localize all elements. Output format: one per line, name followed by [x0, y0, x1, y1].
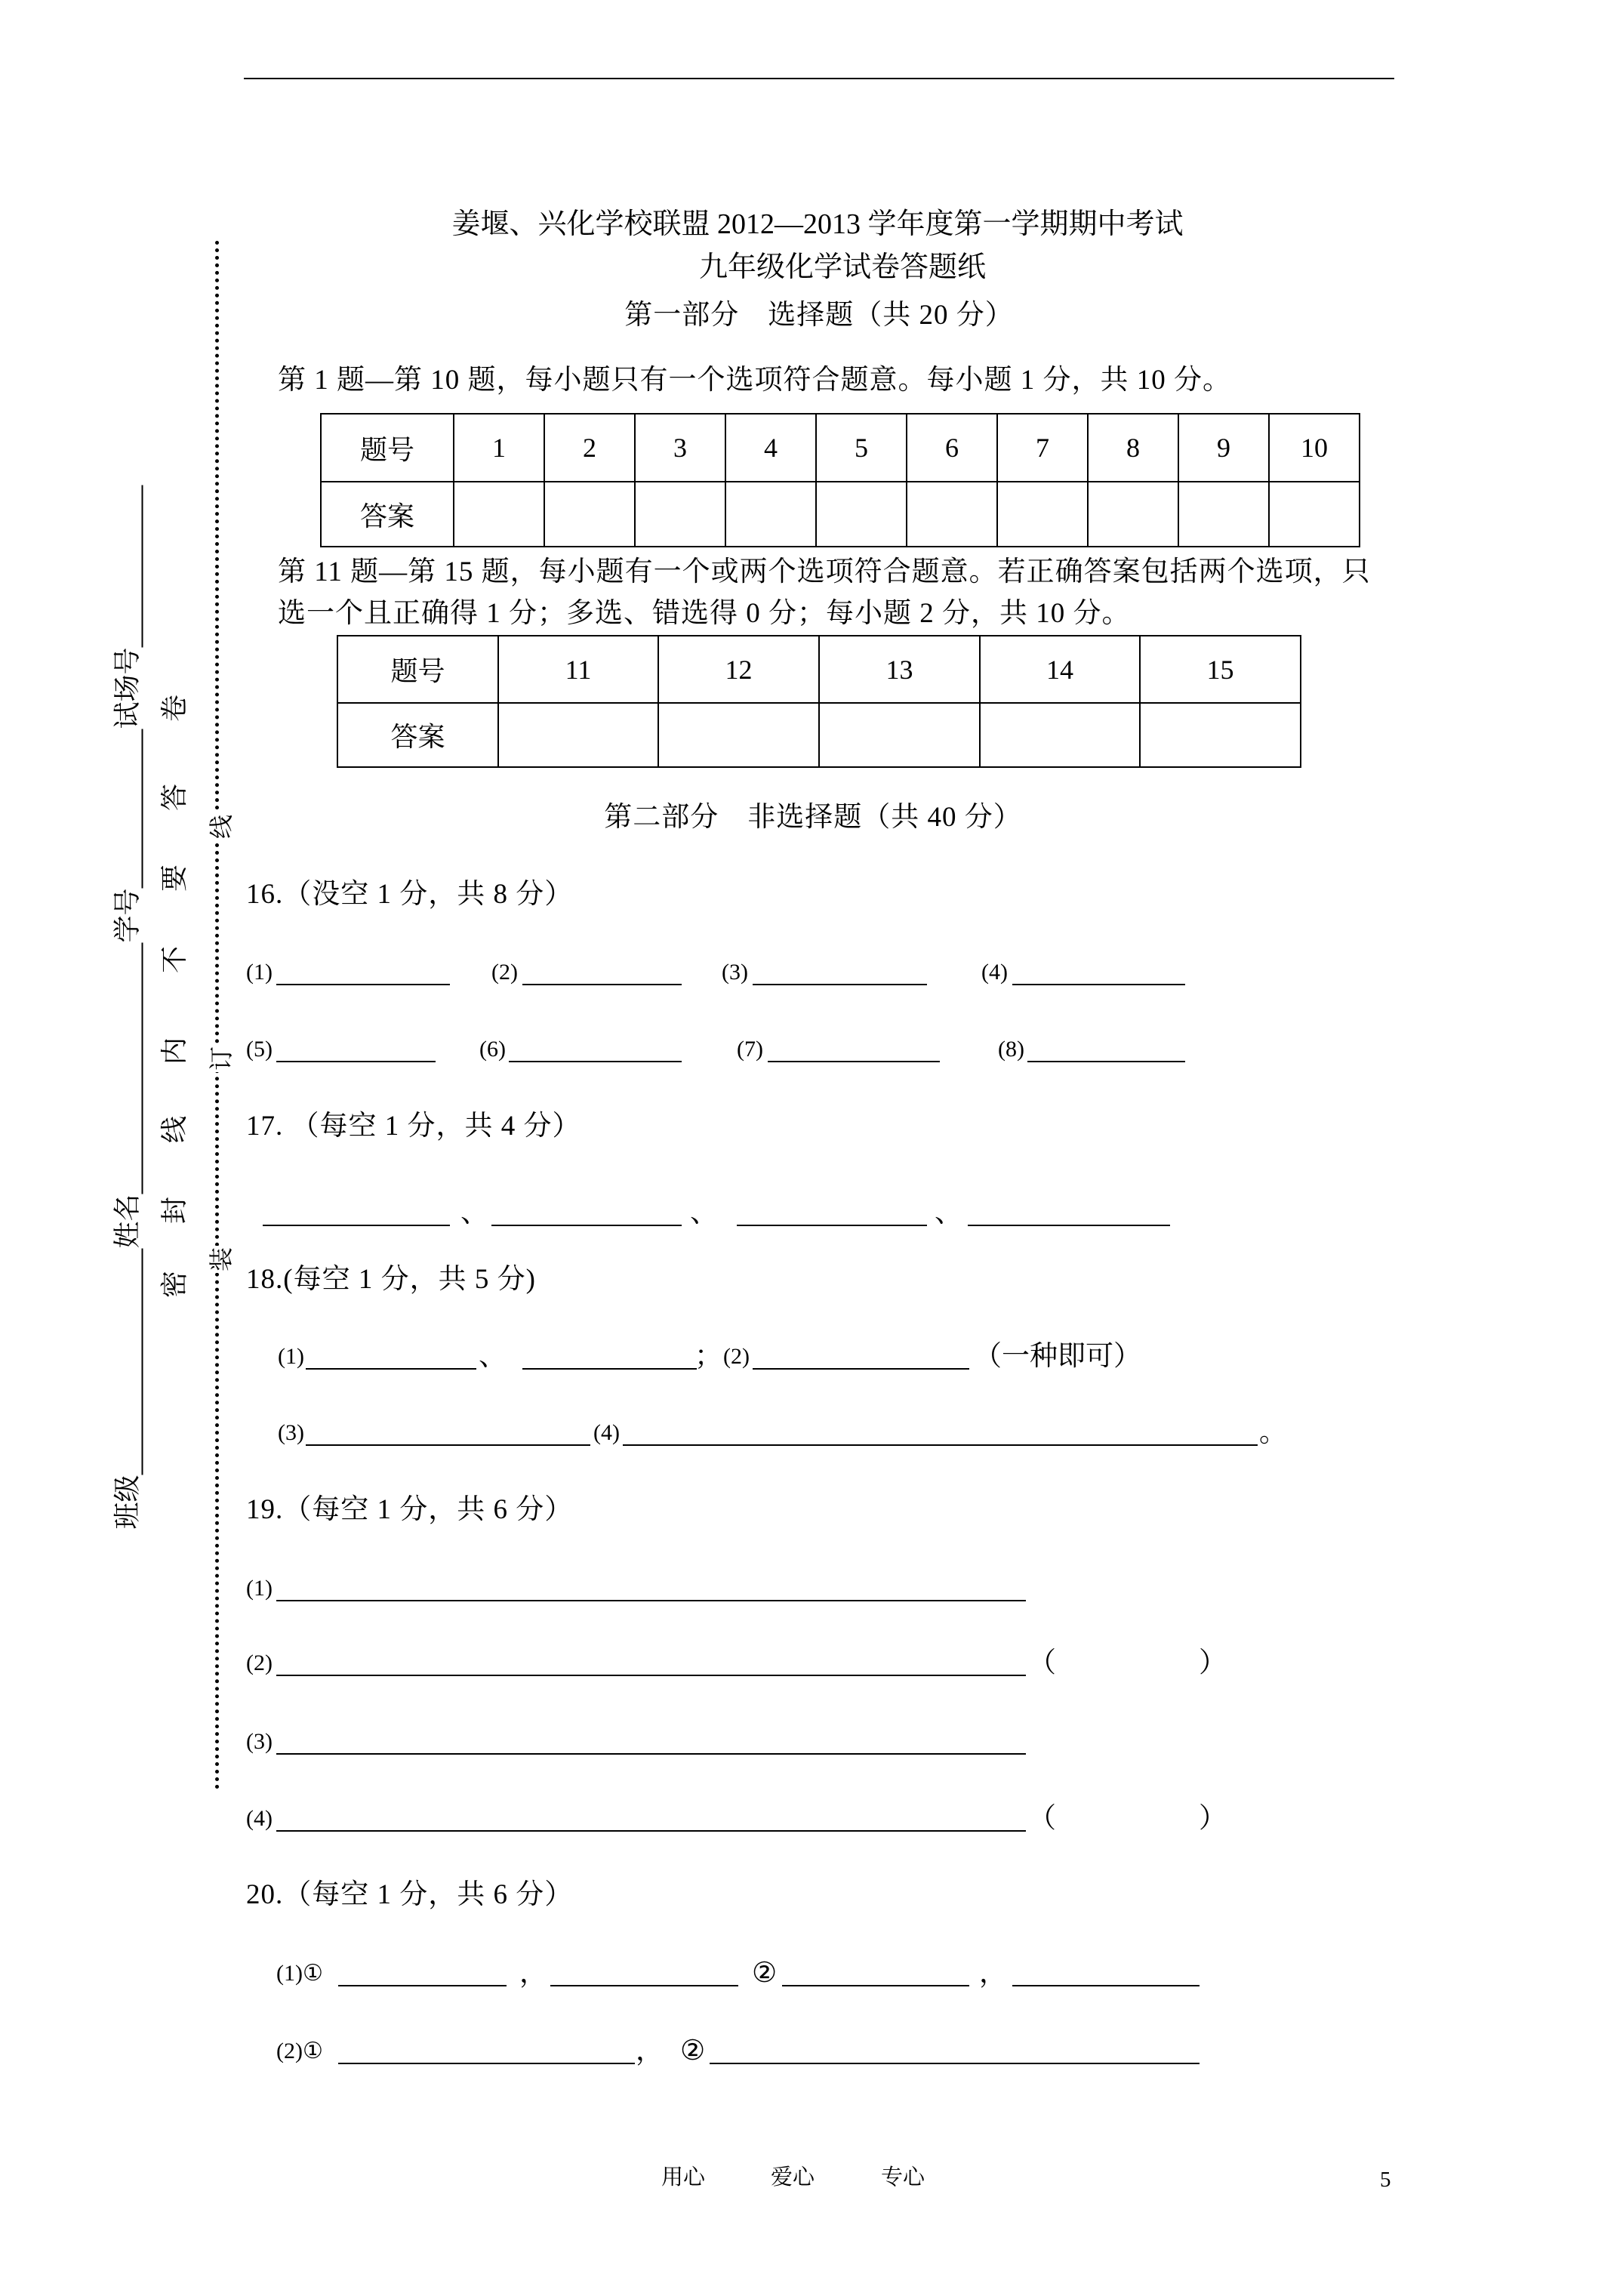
seal-notice-char: 封 — [159, 1197, 189, 1225]
sub-label: ② — [752, 1958, 778, 1989]
q17-title: 17. （每空 1 分，共 4 分） — [246, 1111, 581, 1142]
answer-cell — [907, 482, 997, 547]
q19-row-4 — [0, 1802, 1623, 1835]
q19-row-3 — [0, 1725, 1623, 1758]
seal-notice-char: 要 — [159, 864, 189, 892]
answer-blank-line — [753, 984, 927, 985]
choice-table-11-15 — [337, 635, 1301, 768]
seal-notice-char: 卷 — [159, 695, 189, 723]
blank-label: (1) — [246, 1576, 273, 1601]
footer-motto: 爱心 — [771, 2165, 815, 2190]
binding-line-char: 装 — [208, 1247, 235, 1272]
q18-row-2 — [0, 1416, 1623, 1450]
seal-notice-char: 线 — [159, 1116, 189, 1144]
open-paren: （ — [1028, 1647, 1056, 1678]
page-subtitle: 九年级化学试卷答题纸 — [698, 251, 986, 283]
answer-blank-line — [509, 1061, 682, 1062]
answer-cell — [819, 703, 980, 767]
answer-cell — [1140, 703, 1301, 767]
answer-cell — [997, 482, 1088, 547]
part1-instruction-b-line1: 第 11 题—第 15 题，每小题有一个或两个选项符合题意。若正确答案包括两个选项，只 — [278, 556, 1371, 587]
question-number-cell: 5 — [816, 414, 907, 482]
answer-blank-line — [1012, 984, 1185, 985]
answer-blank-line — [276, 984, 450, 985]
sub-label: ② — [680, 2036, 706, 2066]
student-number-field-line — [114, 729, 143, 888]
answer-blank-line — [276, 1675, 1026, 1676]
answer-blank-line — [1012, 1985, 1200, 1986]
row-label-question-number: 题号 — [337, 636, 498, 703]
close-paren: ） — [1199, 1647, 1227, 1678]
answer-blank-line — [522, 984, 682, 985]
question-number-cell: 8 — [1088, 414, 1178, 482]
question-number-row — [321, 414, 1360, 482]
answer-blank-line — [522, 1368, 697, 1370]
close-paren: ） — [1199, 1803, 1227, 1834]
answer-note: （一种即可） — [974, 1341, 1141, 1372]
answer-blank-line — [491, 1225, 682, 1226]
question-number-cell: 11 — [498, 636, 658, 703]
blank-label: (3) — [246, 1729, 273, 1754]
answer-cell — [725, 482, 816, 547]
student-number-label: 学号 — [112, 888, 143, 943]
question-number-cell: 1 — [454, 414, 544, 482]
answer-cell — [1269, 482, 1360, 547]
answer-blank-line — [338, 2063, 635, 2064]
blank-label: (8) — [998, 1037, 1024, 1062]
blank-label: (7) — [737, 1037, 763, 1062]
blank-label: (2)① — [276, 2039, 323, 2063]
part1-heading: 第一部分 选择题（共 20 分） — [624, 300, 1014, 331]
q16-row-2 — [0, 1033, 1623, 1066]
period-mark: 。 — [1259, 1417, 1287, 1448]
name-label: 姓名 — [112, 1194, 143, 1249]
row-label-answer: 答案 — [337, 703, 498, 767]
blank-label: (1)① — [276, 1961, 323, 1986]
seal-notice-char: 密 — [159, 1271, 189, 1299]
binding-line-char: 线 — [208, 815, 235, 840]
answer-blank-line — [276, 1061, 436, 1062]
blank-label: (5) — [246, 1037, 273, 1062]
answer-blank-line — [550, 1985, 738, 1986]
separator-mark: 、 — [460, 1197, 488, 1228]
answer-row — [337, 703, 1301, 767]
q19-row-2 — [0, 1647, 1623, 1680]
q19-row-1 — [0, 1572, 1623, 1605]
exam-room-field-line — [114, 485, 143, 647]
question-number-cell: 9 — [1178, 414, 1269, 482]
answer-cell — [980, 703, 1140, 767]
answer-blank-line — [306, 1368, 476, 1370]
part1-instruction-b-line2: 选一个且正确得 1 分；多选、错选得 0 分；每小题 2 分，共 10 分。 — [278, 598, 1131, 629]
question-number-cell: 7 — [997, 414, 1088, 482]
q18-title: 18.(每空 1 分，共 5 分) — [246, 1264, 536, 1295]
answer-blank-line — [276, 1753, 1026, 1755]
question-number-cell: 4 — [725, 414, 816, 482]
blank-label: (6) — [479, 1037, 506, 1062]
answer-cell — [544, 482, 635, 547]
answer-cell — [1088, 482, 1178, 547]
open-paren: （ — [1028, 1803, 1056, 1834]
binding-line-char: 订 — [208, 1046, 235, 1071]
blank-label: (1) — [278, 1344, 304, 1369]
q20-title: 20.（每空 1 分，共 6 分） — [246, 1879, 574, 1910]
question-number-cell: 3 — [635, 414, 725, 482]
answer-cell — [1178, 482, 1269, 547]
footer-motto: 用心 — [661, 2165, 706, 2190]
page-number: 5 — [1380, 2168, 1391, 2192]
page-title: 姜堰、兴化学校联盟 2012—2013 学年度第一学期期中考试 — [451, 208, 1184, 240]
header-rule — [244, 78, 1394, 79]
answer-blank-line — [968, 1225, 1170, 1226]
q20-row-2 — [0, 2035, 1623, 2068]
answer-cell — [635, 482, 725, 547]
q17-row — [0, 1197, 1623, 1230]
seal-notice-char: 不 — [159, 946, 189, 974]
seal-notice-char: 内 — [159, 1037, 189, 1065]
question-number-cell: 6 — [907, 414, 997, 482]
answer-blank-line — [263, 1225, 450, 1226]
question-number-cell: 10 — [1269, 414, 1360, 482]
q19-title: 19.（每空 1 分，共 6 分） — [246, 1494, 574, 1525]
choice-table-1-10 — [320, 413, 1360, 547]
answer-blank-line — [276, 1600, 1026, 1601]
answer-blank-line — [338, 1985, 507, 1986]
exam-room-label: 试场号 — [112, 647, 143, 729]
question-number-cell: 12 — [658, 636, 819, 703]
comma-mark: ， — [979, 1958, 1007, 1989]
answer-cell — [454, 482, 544, 547]
answer-blank-line — [782, 1985, 969, 1986]
question-number-row — [337, 636, 1301, 703]
row-label-question-number: 题号 — [321, 414, 454, 482]
row-label-answer: 答案 — [321, 482, 454, 547]
blank-label: (4) — [593, 1420, 620, 1445]
q16-title: 16.（没空 1 分，共 8 分） — [246, 879, 574, 910]
answer-blank-line — [737, 1225, 927, 1226]
binding-dotted-line — [215, 241, 219, 1790]
blank-label: (1) — [246, 960, 273, 985]
question-number-cell: 15 — [1140, 636, 1301, 703]
answer-cell — [658, 703, 819, 767]
answer-blank-line — [623, 1444, 1258, 1446]
answer-cell — [816, 482, 907, 547]
blank-label: (2) — [723, 1344, 750, 1369]
question-number-cell: 14 — [980, 636, 1140, 703]
answer-blank-line — [306, 1444, 590, 1446]
semicolon-mark: ； — [694, 1341, 722, 1372]
question-number-cell: 13 — [819, 636, 980, 703]
q20-row-1 — [0, 1957, 1623, 1990]
class-label: 班级 — [112, 1475, 143, 1530]
part1-instruction-a: 第 1 题—第 10 题，每小题只有一个选项符合题意。每小题 1 分，共 10 分。 — [278, 365, 1231, 396]
answer-row — [321, 482, 1360, 547]
blank-label: (3) — [722, 960, 748, 985]
question-number-cell: 2 — [544, 414, 635, 482]
blank-label: (4) — [981, 960, 1008, 985]
answer-blank-line — [710, 2063, 1200, 2064]
comma-mark: ， — [636, 2036, 664, 2066]
part2-heading: 第二部分 非选择题（共 40 分） — [604, 802, 1022, 833]
seal-notice-char: 答 — [159, 784, 189, 812]
q18-row-1 — [0, 1340, 1623, 1373]
answer-blank-line — [753, 1368, 969, 1370]
blank-label: (2) — [246, 1650, 273, 1675]
separator-mark: 、 — [690, 1197, 718, 1228]
separator-mark: 、 — [935, 1197, 962, 1228]
answer-cell — [498, 703, 658, 767]
separator-mark: 、 — [479, 1341, 507, 1372]
blank-label: (2) — [491, 960, 518, 985]
answer-blank-line — [768, 1061, 940, 1062]
comma-mark: ， — [519, 1958, 547, 1989]
answer-blank-line — [276, 1830, 1026, 1832]
blank-label: (3) — [278, 1420, 304, 1445]
q16-row-1 — [0, 956, 1623, 989]
blank-label: (4) — [246, 1806, 273, 1831]
answer-blank-line — [1027, 1061, 1185, 1062]
footer-motto: 专心 — [881, 2165, 925, 2190]
